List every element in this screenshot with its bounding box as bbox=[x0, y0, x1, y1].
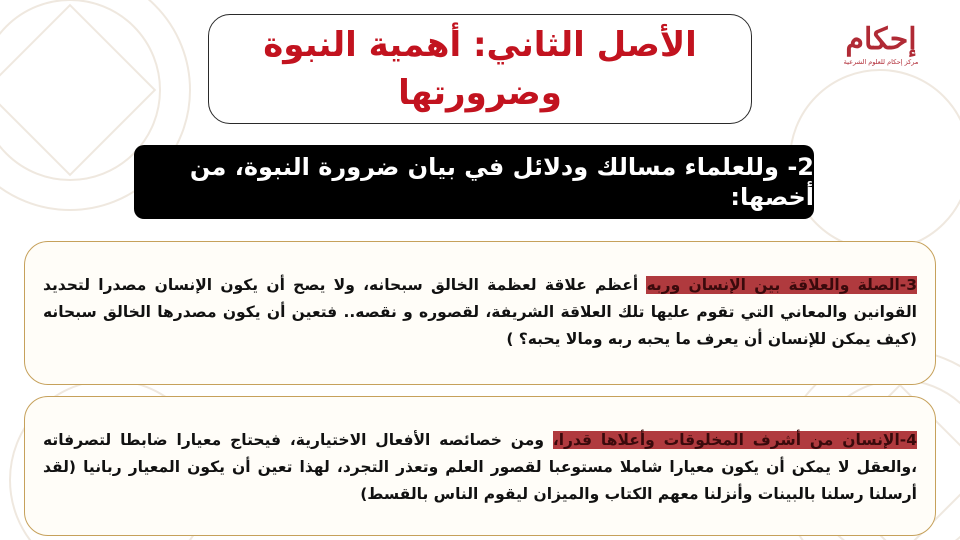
logo-tagline: مركز إحكام للعلوم الشرعية bbox=[843, 58, 919, 66]
brand-logo bbox=[843, 22, 919, 94]
subtitle-banner bbox=[134, 145, 814, 219]
point-card-4 bbox=[24, 396, 936, 536]
point-card-4-text bbox=[43, 427, 917, 508]
subtitle-text: 2- وللعلماء مسالك ودلائل في بيان ضرورة النبوة، من أخصها: bbox=[189, 153, 814, 211]
point-card-4-body: ومن خصائصه الأفعال الاختيارية، فيحتاج معيارا ضابطا لتصرفاته ،والعقل لا يمكن أن يكون معيارا شاملا مستوعبا لقصور العلم وتعذر التجرد، لهذا تعين أن يكون المعيار ربانيا (لقد أرسلنا رسلنا بالبينات وأنزلنا معهم الكتاب والميزان ليقوم الناس بالقسط) bbox=[43, 431, 917, 503]
title-box bbox=[208, 14, 752, 124]
point-card-3-highlight: 3-الصلة والعلاقة بين الإنسان وربه bbox=[646, 276, 917, 294]
logo-wordmark: إحكام bbox=[845, 22, 917, 57]
point-card-3-text bbox=[43, 272, 917, 353]
point-card-3-body: أعظم علاقة لعظمة الخالق سبحانه، ولا يصح أن يكون الإنسان مصدرا لتحديد القوانين والمعاني التي تقوم عليها تلك العلاقة الشريفة، لقصوره و نقصه.. فتعين أن يكون مصدرها الخالق سبحانه (كيف يمكن للإنسان أن يعرف ما يحبه ربه ومالا يحبه؟ ) bbox=[43, 276, 917, 348]
point-card-4-highlight: 4-الإنسان من أشرف المخلوقات وأعلاها قدرا، bbox=[552, 431, 917, 449]
page-title: الأصل الثاني: أهمية النبوة وضرورتها bbox=[263, 25, 697, 113]
point-card-3 bbox=[24, 241, 936, 385]
